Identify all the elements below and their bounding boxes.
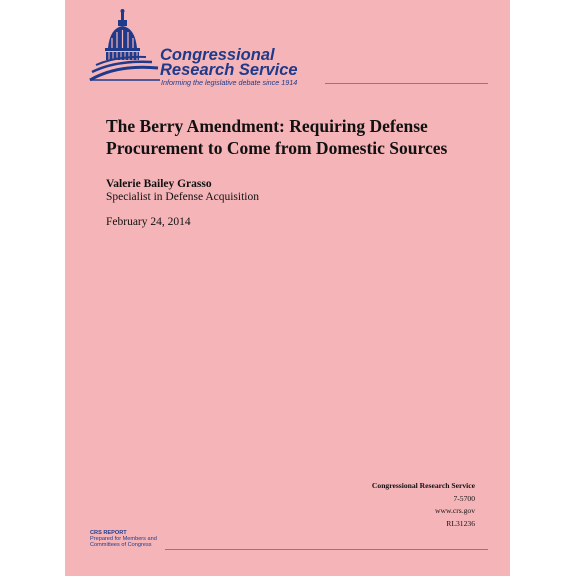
organization-name <box>160 48 298 78</box>
report-date: February 24, 2014 <box>106 216 191 228</box>
crs-report-line2: Committees of Congress <box>90 542 152 549</box>
footer-website: www.crs.gov <box>434 506 475 515</box>
footer-divider <box>165 549 488 550</box>
capitol-dome-logo-icon <box>88 8 162 88</box>
crs-report-title: CRS REPORT <box>90 530 127 536</box>
organization-name-line2: Research Service <box>160 61 298 79</box>
author-name: Valerie Bailey Grasso <box>106 178 212 190</box>
crs-report-line1: Prepared for Members and <box>90 536 157 543</box>
author-position: Specialist in Defense Acquisition <box>106 191 259 203</box>
header-divider <box>325 83 488 84</box>
report-info-block <box>372 480 475 530</box>
report-title-line2: Procurement to Come from Domestic Sources <box>106 138 448 158</box>
footer-organization: Congressional Research Service <box>371 481 475 490</box>
footer-phone: 7-5700 <box>453 493 475 503</box>
report-title-line1: The Berry Amendment: Requiring Defense <box>106 116 428 136</box>
crs-report-label <box>90 530 157 549</box>
footer-report-number: RL31236 <box>446 518 475 528</box>
organization-name-line1: Congressional <box>160 46 275 64</box>
organization-tagline: Informing the legislative debate since 1914 <box>161 78 298 87</box>
report-title <box>106 115 486 159</box>
